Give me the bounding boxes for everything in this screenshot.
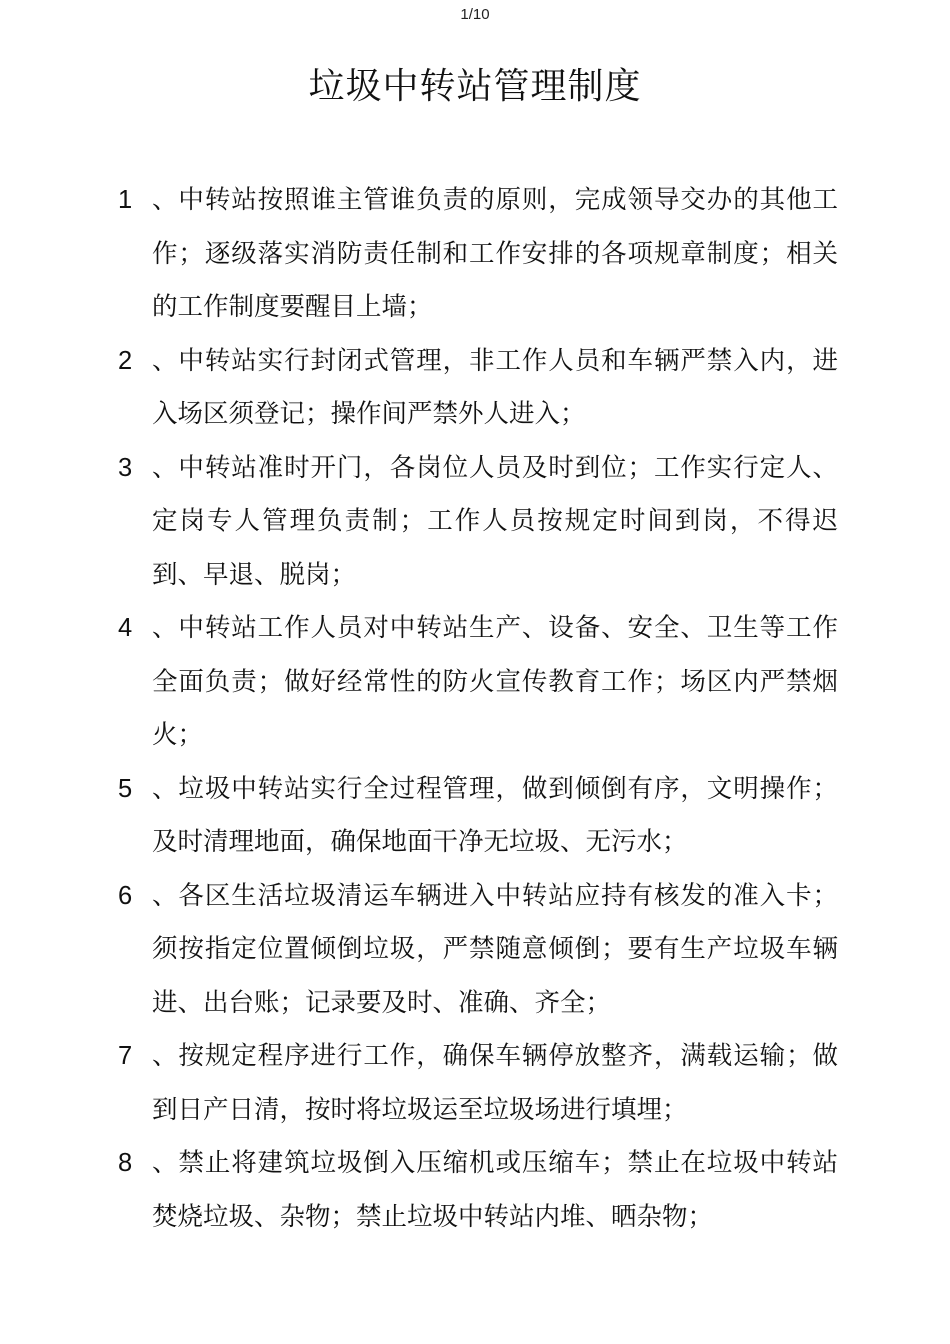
rule-text: 、按规定程序进行工作，确保车辆停放整齐，满载运输；做到日产日清，按时将垃圾运至垃圾场进行填埋； (152, 1041, 838, 1125)
rule-number: 6 (118, 881, 133, 910)
rule-text: 、各区生活垃圾清运车辆进入中转站应持有核发的准入卡；须按指定位置倾倒垃圾，严禁随意倾倒；要有生产垃圾车辆进、出台账；记录要及时、准确、齐全； (152, 880, 838, 1018)
rule-text: 、中转站按照谁主管谁负责的原则，完成领导交办的其他工作；逐级落实消防责任制和工作安排的各项规章制度；相关的工作制度要醒目上墙； (152, 185, 838, 322)
rules-list (118, 174, 838, 1244)
rule-item-5 (118, 763, 838, 870)
rule-number: 5 (118, 774, 133, 803)
rule-number: 7 (118, 1042, 133, 1070)
rule-text: 、垃圾中转站实行全过程管理，做到倾倒有序，文明操作；及时清理地面，确保地面干净无垃圾、无污水； (152, 773, 838, 857)
rule-item-8 (118, 1137, 838, 1244)
rule-item-6 (118, 870, 838, 1031)
rule-text: 、禁止将建筑垃圾倒入压缩机或压缩车；禁止在垃圾中转站焚烧垃圾、杂物；禁止垃圾中转站内堆、晒杂物； (152, 1148, 838, 1232)
rule-text: 、中转站准时开门，各岗位人员及时到位；工作实行定人、定岗专人管理负责制；工作人员按规定时间到岗，不得迟到、早退、脱岗； (152, 452, 838, 590)
rule-item-2 (118, 335, 838, 442)
rule-item-4 (118, 602, 838, 763)
rule-text: 、中转站实行封闭式管理，非工作人员和车辆严禁入内，进入场区须登记；操作间严禁外人进入； (152, 345, 838, 429)
rule-number: 8 (118, 1149, 133, 1177)
rule-number: 3 (118, 453, 133, 482)
rule-number: 4 (118, 614, 133, 642)
rule-item-3 (118, 442, 838, 603)
document-title: 垃圾中转站管理制度 (308, 66, 642, 107)
rule-item-7 (118, 1030, 838, 1137)
rule-number: 1 (118, 186, 133, 214)
rule-number: 2 (118, 346, 133, 375)
page-number: 1/10 (460, 6, 490, 23)
rule-text: 、中转站工作人员对中转站生产、设备、安全、卫生等工作全面负责；做好经常性的防火宣传教育工作；场区内严禁烟火； (152, 613, 838, 750)
rule-item-1 (118, 174, 838, 335)
